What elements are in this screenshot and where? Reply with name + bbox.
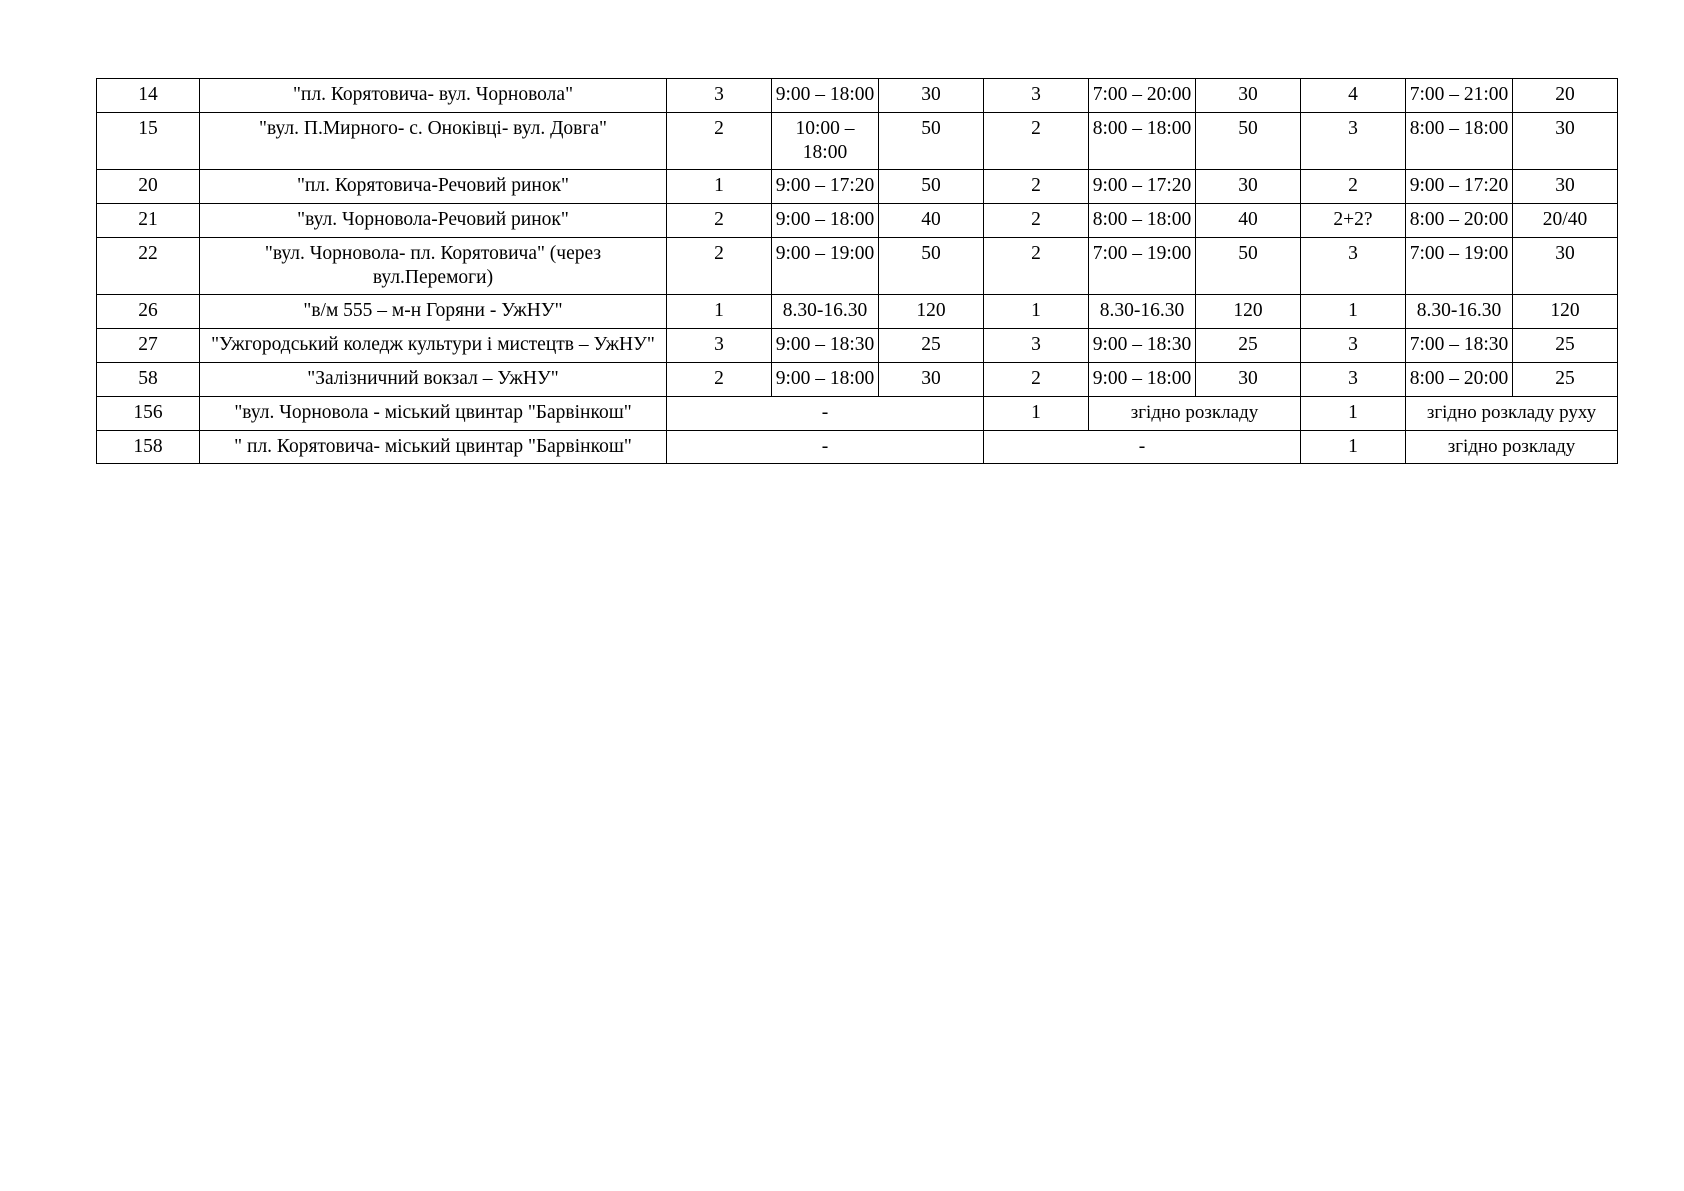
sunday-vehicle-count: 3 <box>1301 363 1406 397</box>
sunday-interval: 20 <box>1513 79 1618 113</box>
sunday-interval: 120 <box>1513 295 1618 329</box>
route-number: 27 <box>97 329 200 363</box>
table-row <box>97 204 1618 238</box>
route-name: "вул. Чорновола-Речовий ринок" <box>200 204 667 238</box>
sunday-vehicle-count: 3 <box>1301 237 1406 295</box>
saturday-vehicle-count: 1 <box>984 396 1089 430</box>
table-row <box>97 396 1618 430</box>
saturday-vehicle-count: 1 <box>984 295 1089 329</box>
route-number: 21 <box>97 204 200 238</box>
bus-route-schedule-table <box>96 78 1618 464</box>
table-row <box>97 112 1618 170</box>
saturday-hours: 8:00 – 18:00 <box>1089 112 1196 170</box>
weekday-interval: 50 <box>879 112 984 170</box>
sunday-vehicle-count: 4 <box>1301 79 1406 113</box>
sunday-interval: 25 <box>1513 329 1618 363</box>
sunday-interval: 25 <box>1513 363 1618 397</box>
saturday-hours: 9:00 – 18:00 <box>1089 363 1196 397</box>
sunday-interval: 30 <box>1513 112 1618 170</box>
saturday-vehicle-count: 2 <box>984 112 1089 170</box>
route-name: "Залізничний вокзал – УжНУ" <box>200 363 667 397</box>
sunday-hours: 9:00 – 17:20 <box>1406 170 1513 204</box>
table-body <box>97 79 1618 464</box>
route-name: " пл. Корятовича- міський цвинтар "Барвінкош" <box>200 430 667 464</box>
weekday-interval: 50 <box>879 237 984 295</box>
weekday-no-service: - <box>667 396 984 430</box>
saturday-interval: 50 <box>1196 237 1301 295</box>
table-row <box>97 237 1618 295</box>
route-name: "Ужгородський коледж культури і мистецтв – УжНУ" <box>200 329 667 363</box>
route-number: 14 <box>97 79 200 113</box>
table-row <box>97 79 1618 113</box>
weekday-interval: 25 <box>879 329 984 363</box>
route-number: 15 <box>97 112 200 170</box>
sunday-interval: 30 <box>1513 170 1618 204</box>
route-number: 20 <box>97 170 200 204</box>
table-row <box>97 170 1618 204</box>
weekday-interval: 30 <box>879 363 984 397</box>
saturday-interval: 30 <box>1196 79 1301 113</box>
saturday-vehicle-count: 2 <box>984 204 1089 238</box>
weekday-vehicle-count: 3 <box>667 79 772 113</box>
weekday-hours: 9:00 – 18:30 <box>772 329 879 363</box>
weekday-interval: 30 <box>879 79 984 113</box>
route-name: "вул. Чорновола- пл. Корятовича" (через вул.Перемоги) <box>200 237 667 295</box>
sunday-hours: 7:00 – 21:00 <box>1406 79 1513 113</box>
sunday-vehicle-count: 2 <box>1301 170 1406 204</box>
saturday-vehicle-count: 3 <box>984 329 1089 363</box>
table-row <box>97 363 1618 397</box>
weekday-hours: 9:00 – 18:00 <box>772 79 879 113</box>
saturday-interval: 120 <box>1196 295 1301 329</box>
sunday-vehicle-count: 2+2? <box>1301 204 1406 238</box>
weekday-interval: 50 <box>879 170 984 204</box>
sunday-schedule-note: згідно розкладу <box>1406 430 1618 464</box>
weekday-vehicle-count: 2 <box>667 112 772 170</box>
saturday-vehicle-count: 3 <box>984 79 1089 113</box>
route-name: "пл. Корятовича- вул. Чорновола" <box>200 79 667 113</box>
saturday-interval: 30 <box>1196 170 1301 204</box>
saturday-interval: 30 <box>1196 363 1301 397</box>
route-number: 158 <box>97 430 200 464</box>
weekday-interval: 120 <box>879 295 984 329</box>
table-container <box>96 78 1597 464</box>
weekday-vehicle-count: 2 <box>667 204 772 238</box>
sunday-interval: 20/40 <box>1513 204 1618 238</box>
weekday-vehicle-count: 1 <box>667 295 772 329</box>
route-name: "пл. Корятовича-Речовий ринок" <box>200 170 667 204</box>
route-name: "в/м 555 – м-н Горяни - УжНУ" <box>200 295 667 329</box>
sunday-hours: 8.30-16.30 <box>1406 295 1513 329</box>
saturday-hours: 9:00 – 18:30 <box>1089 329 1196 363</box>
saturday-hours: 8:00 – 18:00 <box>1089 204 1196 238</box>
weekday-hours: 9:00 – 18:00 <box>772 204 879 238</box>
weekday-hours: 10:00 – 18:00 <box>772 112 879 170</box>
sunday-vehicle-count: 3 <box>1301 329 1406 363</box>
sunday-vehicle-count: 3 <box>1301 112 1406 170</box>
saturday-vehicle-count: 2 <box>984 363 1089 397</box>
saturday-vehicle-count: 2 <box>984 237 1089 295</box>
table-row <box>97 329 1618 363</box>
route-number: 58 <box>97 363 200 397</box>
weekday-vehicle-count: 1 <box>667 170 772 204</box>
sunday-vehicle-count: 1 <box>1301 295 1406 329</box>
sunday-vehicle-count: 1 <box>1301 430 1406 464</box>
route-name: "вул. Чорновола - міський цвинтар "Барвінкош" <box>200 396 667 430</box>
sunday-hours: 8:00 – 18:00 <box>1406 112 1513 170</box>
route-number: 156 <box>97 396 200 430</box>
saturday-hours: 7:00 – 19:00 <box>1089 237 1196 295</box>
weekday-no-service: - <box>667 430 984 464</box>
saturday-interval: 50 <box>1196 112 1301 170</box>
route-number: 22 <box>97 237 200 295</box>
weekday-interval: 40 <box>879 204 984 238</box>
saturday-hours: 9:00 – 17:20 <box>1089 170 1196 204</box>
sunday-hours: 7:00 – 19:00 <box>1406 237 1513 295</box>
weekday-hours: 9:00 – 17:20 <box>772 170 879 204</box>
saturday-vehicle-count: 2 <box>984 170 1089 204</box>
saturday-interval: 40 <box>1196 204 1301 238</box>
sunday-interval: 30 <box>1513 237 1618 295</box>
weekday-hours: 9:00 – 18:00 <box>772 363 879 397</box>
sunday-hours: 8:00 – 20:00 <box>1406 204 1513 238</box>
sunday-hours: 7:00 – 18:30 <box>1406 329 1513 363</box>
route-number: 26 <box>97 295 200 329</box>
saturday-no-service: - <box>984 430 1301 464</box>
sunday-vehicle-count: 1 <box>1301 396 1406 430</box>
saturday-interval: 25 <box>1196 329 1301 363</box>
saturday-schedule-note: згідно розкладу <box>1089 396 1301 430</box>
table-row <box>97 295 1618 329</box>
weekday-hours: 9:00 – 19:00 <box>772 237 879 295</box>
sunday-hours: 8:00 – 20:00 <box>1406 363 1513 397</box>
saturday-hours: 7:00 – 20:00 <box>1089 79 1196 113</box>
weekday-vehicle-count: 3 <box>667 329 772 363</box>
route-name: "вул. П.Мирного- с. Оноківці- вул. Довга" <box>200 112 667 170</box>
sunday-schedule-note: згідно розкладу руху <box>1406 396 1618 430</box>
weekday-hours: 8.30-16.30 <box>772 295 879 329</box>
weekday-vehicle-count: 2 <box>667 237 772 295</box>
saturday-hours: 8.30-16.30 <box>1089 295 1196 329</box>
table-row <box>97 430 1618 464</box>
weekday-vehicle-count: 2 <box>667 363 772 397</box>
